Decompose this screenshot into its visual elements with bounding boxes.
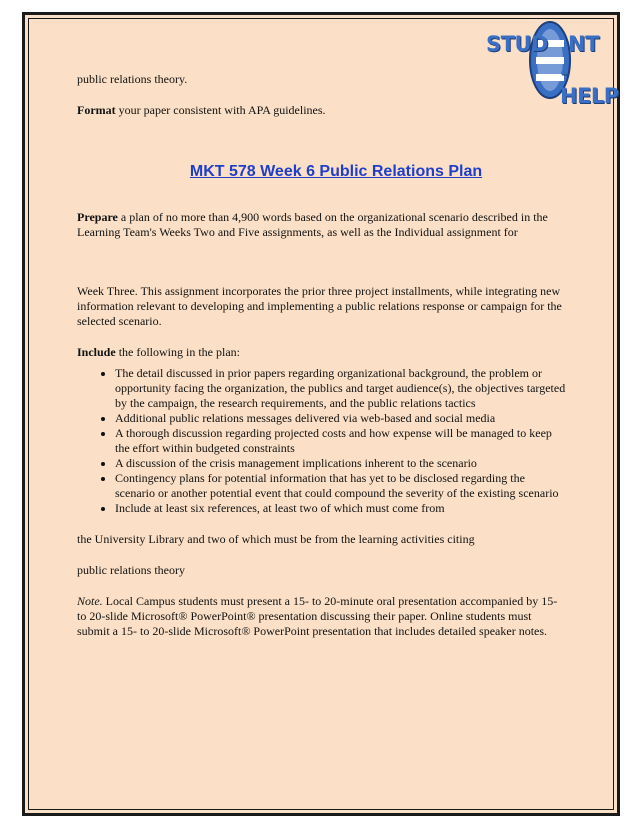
format-label: Format xyxy=(77,103,116,117)
list-item: • Include at least six references, at least two of which must come from xyxy=(115,501,567,516)
list-item: • Additional public relations messages delivered via web-based and social media xyxy=(115,411,567,426)
include-text: the following in the plan: xyxy=(115,345,240,359)
logo-text-stud: STUD xyxy=(486,32,548,56)
paragraph-theory: public relations theory xyxy=(77,563,185,577)
paragraph-week-three: Week Three. This assignment incorporates the prior three project installments, while integrating new information relevant to developing and implementing a public relations response or campaign for the selected scenario. xyxy=(77,284,562,328)
paragraph-format xyxy=(77,103,567,118)
paragraph-1: public relations theory. xyxy=(77,72,188,86)
paragraph-note xyxy=(77,594,567,639)
list-item: • The detail discussed in prior papers regarding organizational background, the problem or opportunity facing the organization, the publics and target audience(s), the objectives targeted by the campaign, the research requirements, and the public relations tactics xyxy=(115,366,567,411)
paragraph-include xyxy=(77,345,567,360)
requirements-list xyxy=(77,366,567,516)
logo-text-help: -HELP xyxy=(560,60,619,108)
format-text: your paper consistent with APA guidelines. xyxy=(115,103,326,117)
list-item: • Contingency plans for potential information that has yet to be disclosed regarding the scenario or another potential event that could compound the severity of the existing scenario xyxy=(115,471,567,501)
prepare-text: a plan of no more than 4,900 words based on the organizational scenario described in the Learning Team's Weeks Two and Five assignments, as well as the Individual assignment for xyxy=(77,210,548,239)
note-label: Note. xyxy=(77,594,103,608)
note-text: Local Campus students must present a 15- to 20-minute oral presentation accompanied by 15- to 20-slide Microsoft® PowerPoint® presentation discussing their paper. Online students must submit a 15- to 20-slide Microsoft® PowerPoint presentation that includes detailed speaker notes. xyxy=(77,594,558,638)
paragraph-library: the University Library and two of which must be from the learning activities citing xyxy=(77,532,475,546)
logo-text-nt: NT xyxy=(568,32,599,56)
list-item: • A discussion of the crisis management implications inherent to the scenario xyxy=(115,456,567,471)
prepare-label: Prepare xyxy=(77,210,118,224)
paragraph-prepare xyxy=(77,210,567,240)
list-item: • A thorough discussion regarding projected costs and how expense will be managed to keep the effort within budgeted constraints xyxy=(115,426,567,456)
page-title: MKT 578 Week 6 Public Relations Plan xyxy=(189,163,483,180)
include-label: Include xyxy=(77,345,116,359)
document-body xyxy=(77,72,567,639)
